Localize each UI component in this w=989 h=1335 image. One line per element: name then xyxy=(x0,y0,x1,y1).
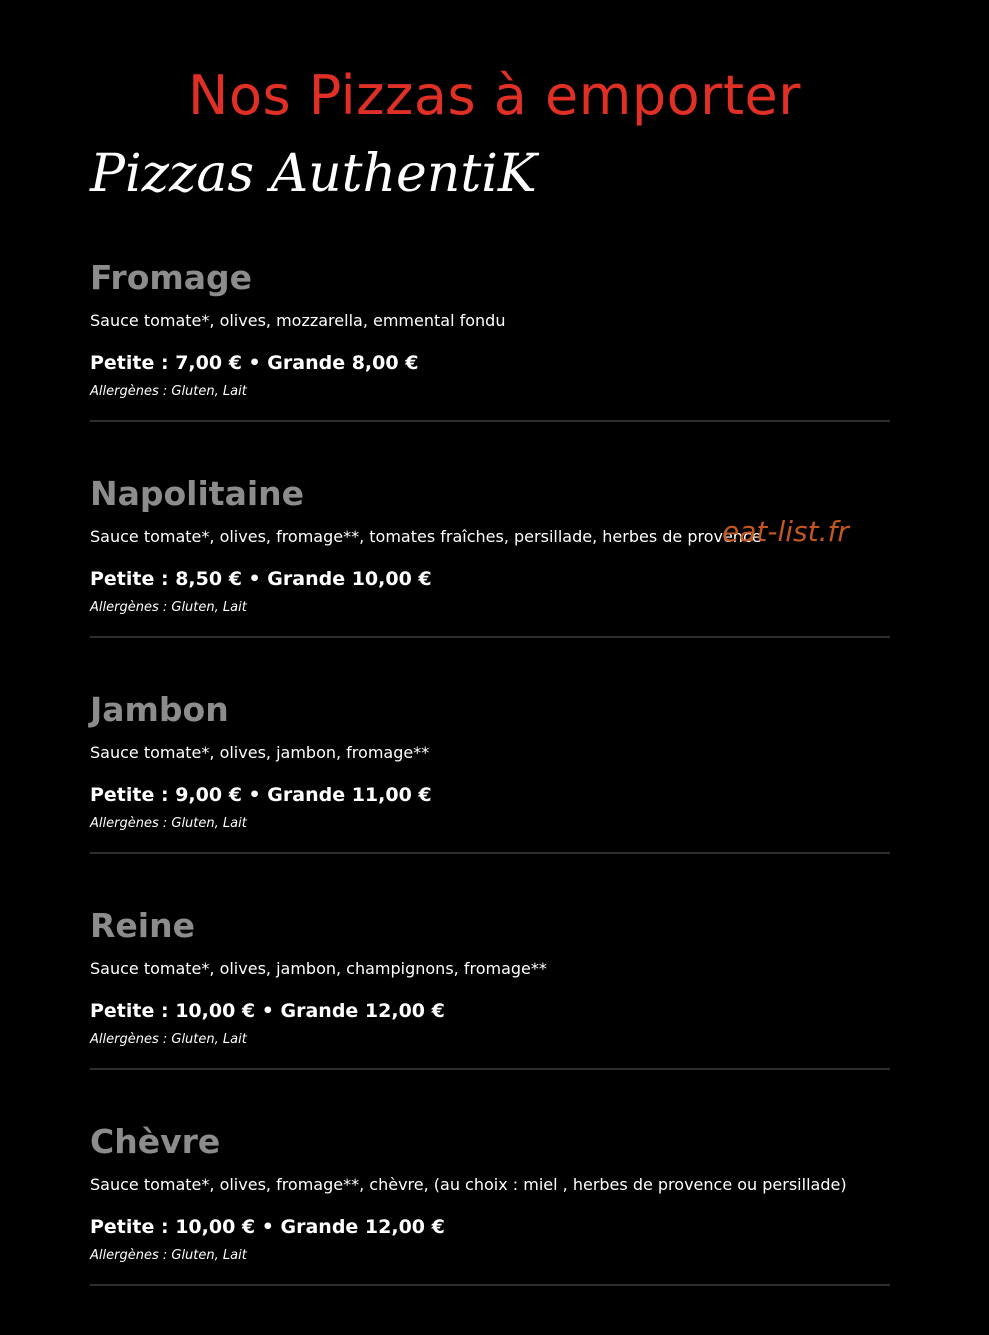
item-price: Petite : 10,00 € • Grande 12,00 € xyxy=(90,1000,445,1022)
item-name: Jambon xyxy=(90,690,229,729)
menu-item-chevre xyxy=(90,1119,890,1335)
item-allergens: Allergènes : Gluten, Lait xyxy=(90,816,247,831)
menu-item-fromage xyxy=(90,255,890,471)
item-name: Napolitaine xyxy=(90,474,305,513)
item-description: Sauce tomate*, olives, jambon, champignons, fromage** xyxy=(90,959,547,978)
page-title: Nos Pizzas à emporter xyxy=(188,64,801,128)
item-divider xyxy=(90,1068,890,1070)
item-allergens: Allergènes : Gluten, Lait xyxy=(90,1248,247,1263)
item-name: Reine xyxy=(90,906,195,945)
item-description: Sauce tomate*, olives, jambon, fromage** xyxy=(90,743,430,762)
section-title: Pizzas AuthentiK xyxy=(90,144,537,204)
item-description: Sauce tomate*, olives, mozzarella, emmental fondu xyxy=(90,311,506,330)
item-allergens: Allergènes : Gluten, Lait xyxy=(90,1032,247,1047)
item-price: Petite : 9,00 € • Grande 11,00 € xyxy=(90,784,432,806)
item-name: Fromage xyxy=(90,258,253,297)
menu-item-jambon xyxy=(90,687,890,903)
pizza-menu-list xyxy=(90,255,890,1335)
item-price: Petite : 8,50 € • Grande 10,00 € xyxy=(90,568,432,590)
item-price: Petite : 10,00 € • Grande 12,00 € xyxy=(90,1216,445,1238)
site-watermark: eat-list.fr xyxy=(722,515,849,548)
item-allergens: Allergènes : Gluten, Lait xyxy=(90,384,247,399)
item-allergens: Allergènes : Gluten, Lait xyxy=(90,600,247,615)
menu-item-reine xyxy=(90,903,890,1119)
item-divider xyxy=(90,1284,890,1286)
item-description: Sauce tomate*, olives, fromage**, chèvre, (au choix : miel , herbes de provence ou persillade) xyxy=(90,1175,847,1194)
item-price: Petite : 7,00 € • Grande 8,00 € xyxy=(90,352,419,374)
item-description: Sauce tomate*, olives, fromage**, tomates fraîches, persillade, herbes de provence xyxy=(90,527,762,546)
item-divider xyxy=(90,420,890,422)
item-name: Chèvre xyxy=(90,1122,221,1161)
menu-item-napolitaine xyxy=(90,471,890,687)
item-divider xyxy=(90,852,890,854)
item-divider xyxy=(90,636,890,638)
